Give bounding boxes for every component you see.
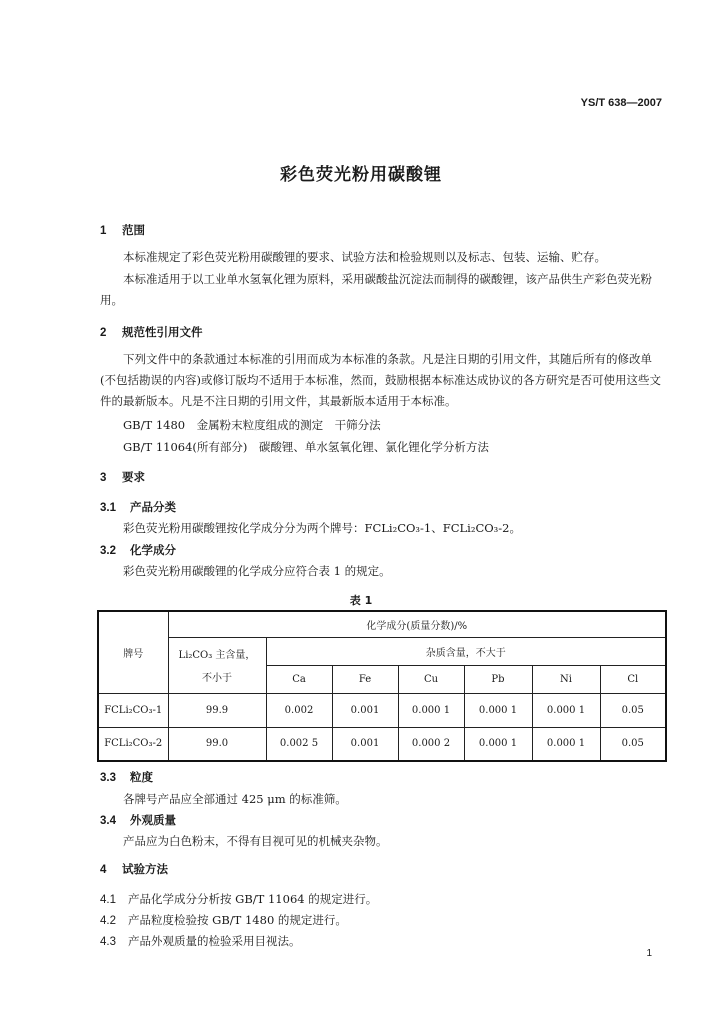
impurity-cell: 0.000 2: [398, 727, 464, 761]
subsection-3-1-text: 彩色荧光粉用碳酸锂按化学成分分为两个牌号：FCLi₂CO₃-1、FCLi₂CO₃-2。: [123, 521, 521, 535]
document-title: 彩色荧光粉用碳酸锂: [280, 165, 442, 185]
main-content-header-line-2: 不小于: [202, 673, 232, 684]
section-title: 要求: [122, 470, 145, 484]
subsection-3-1-heading: [100, 499, 176, 515]
impurity-cell: 0.05: [600, 693, 666, 727]
grade-header: 牌号: [98, 611, 168, 693]
subsection-3-3-text: 各牌号产品应全部通过 425 μm 的标准筛。: [123, 792, 347, 806]
section-number: 4: [100, 864, 107, 876]
impurity-cell: 0.05: [600, 727, 666, 761]
section-1-paragraph-1: 本标准规定了彩色荧光粉用碳酸锂的要求、试验方法和检验规则以及标志、包装、运输、贮存。: [123, 250, 606, 264]
main-content-cell: 99.0: [168, 727, 266, 761]
table-row: [98, 693, 666, 727]
subsection-title: 外观质量: [130, 813, 176, 827]
section-number: 3: [100, 472, 107, 484]
element-header: Fe: [332, 665, 398, 693]
grade-cell: FCLi₂CO₃-2: [98, 727, 168, 761]
table-row: [98, 727, 666, 761]
main-content-header-line-1: Li₂CO₃ 主含量，: [178, 650, 256, 661]
subsection-3-3-heading: [100, 769, 153, 785]
reference-gb-t-11064: GB/T 11064(所有部分) 碳酸锂、单水氢氧化锂、氯化锂化学分析方法: [123, 440, 489, 454]
impurity-cell: 0.000 1: [532, 693, 600, 727]
subsection-number: 3.4: [100, 815, 116, 827]
impurity-cell: 0.002: [266, 693, 332, 727]
section-number: 2: [100, 327, 107, 339]
section-2-paragraph: 下列文件中的条款通过本标准的引用而成为本标准的条款。凡是注日期的引用文件，其随后所有的修改单(不包括勘误的内容)或修订版均不适用于本标准，然而，鼓励根据本标准达成协议的各方研究是否可使用这些文件的最新版本。凡是不注日期的引用文件，其最新版本适用于本标准。: [100, 352, 661, 408]
subsection-text: 产品外观质量的检验采用目视法。: [128, 934, 301, 948]
impurity-cell: 0.000 1: [464, 693, 532, 727]
section-4-heading: [100, 861, 168, 877]
reference-gb-t-1480: GB/T 1480 金属粉末粒度组成的测定 干筛分法: [123, 418, 381, 432]
subsection-3-2-heading: [100, 542, 176, 558]
section-2-heading: [100, 324, 203, 340]
impurity-cell: 0.000 1: [398, 693, 464, 727]
section-3-heading: [100, 469, 145, 485]
subsection-number: 3.3: [100, 772, 116, 784]
subsection-text: 产品化学成分分析按 GB/T 11064 的规定进行。: [128, 892, 378, 906]
subsection-number: 4.1: [100, 894, 116, 906]
subsection-4-1: [100, 891, 377, 907]
impurity-cell: 0.000 1: [532, 727, 600, 761]
section-1-heading: [100, 222, 145, 238]
standard-code: YS/T 638—2007: [580, 97, 662, 109]
subsection-number: 3.1: [100, 502, 116, 514]
page-number: 1: [646, 948, 652, 959]
subsection-number: 3.2: [100, 545, 116, 557]
impurity-cell: 0.001: [332, 727, 398, 761]
element-header: Cu: [398, 665, 464, 693]
subsection-3-4-heading: [100, 812, 176, 828]
subsection-3-2-text: 彩色荧光粉用碳酸锂的化学成分应符合表 1 的规定。: [123, 564, 391, 578]
subsection-number: 4.3: [100, 936, 116, 948]
section-title: 规范性引用文件: [122, 325, 203, 339]
section-1-paragraph-2: 本标准适用于以工业单水氢氧化锂为原料，采用碳酸盐沉淀法而制得的碳酸锂，该产品供生产彩色荧光粉用。: [100, 272, 652, 307]
subsection-title: 产品分类: [130, 500, 176, 514]
main-content-cell: 99.9: [168, 693, 266, 727]
table-caption: 表 1: [349, 594, 373, 607]
element-header: Ca: [266, 665, 332, 693]
subsection-text: 产品粒度检验按 GB/T 1480 的规定进行。: [128, 913, 347, 927]
subsection-title: 粒度: [130, 770, 153, 784]
chem-composition-header: 化学成分(质量分数)/%: [168, 611, 666, 637]
impurity-cell: 0.000 1: [464, 727, 532, 761]
impurity-header: 杂质含量，不大于: [266, 637, 666, 665]
main-content-header: [168, 637, 266, 693]
element-header: Cl: [600, 665, 666, 693]
element-header: Ni: [532, 665, 600, 693]
chemical-composition-table: [97, 610, 667, 762]
section-title: 试验方法: [122, 862, 168, 876]
impurity-cell: 0.001: [332, 693, 398, 727]
subsection-3-4-text: 产品应为白色粉末，不得有目视可见的机械夹杂物。: [123, 834, 388, 848]
section-number: 1: [100, 225, 107, 237]
subsection-4-3: [100, 933, 301, 949]
impurity-cell: 0.002 5: [266, 727, 332, 761]
section-title: 范围: [122, 223, 145, 237]
subsection-title: 化学成分: [130, 543, 176, 557]
element-header: Pb: [464, 665, 532, 693]
grade-cell: FCLi₂CO₃-1: [98, 693, 168, 727]
subsection-4-2: [100, 912, 347, 928]
subsection-number: 4.2: [100, 915, 116, 927]
